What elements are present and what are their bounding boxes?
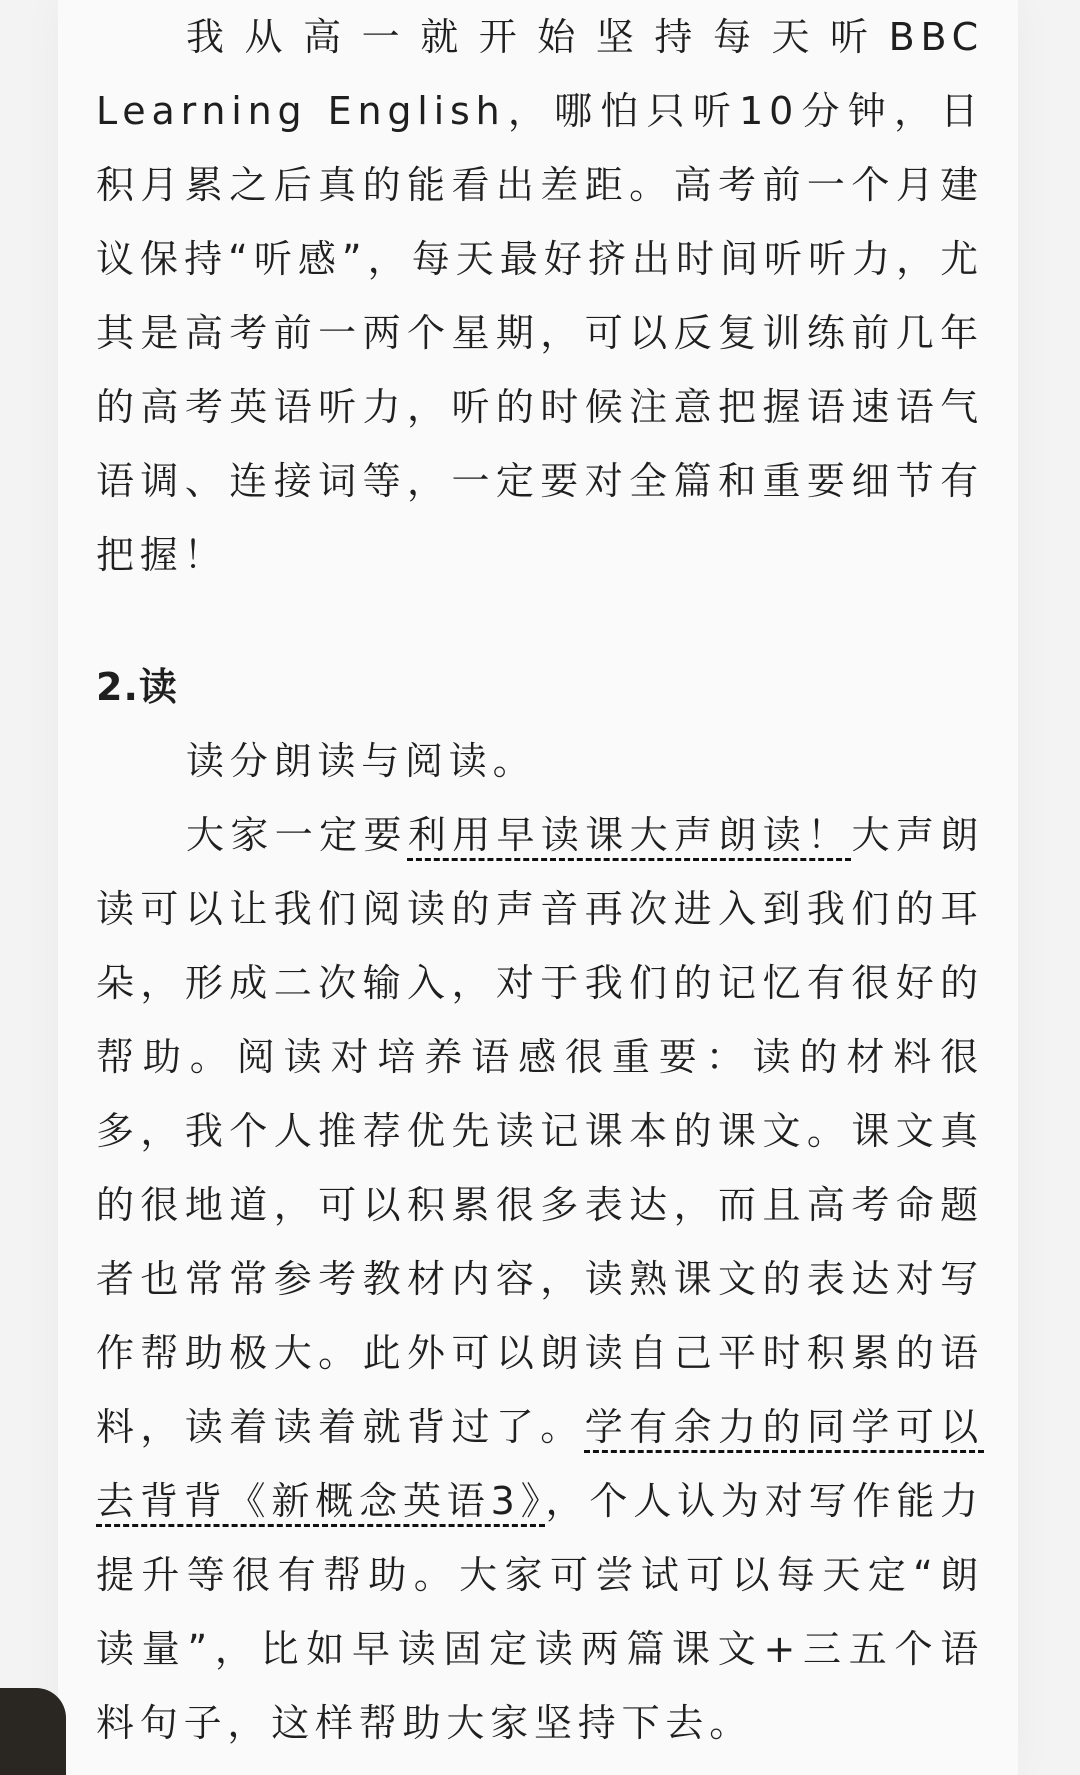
underlined-emphasis: 利用早读课大声朗读！ xyxy=(407,813,852,857)
text-segment: 大声朗读可以让我们阅读的声音再次进入到我们的耳朵，形成二次输入，对于我们的记忆有很好的帮助。阅读对培养语感很重要：读的材料很多，我个人推荐优先读记课本的课文。课文真的很地道，可以积累很多表达，而且高考命题者也常常参考教材内容，读熟课文的表达对写作帮助极大。此外可以朗读自己平时积累的语料，读着读着就背过了。 xyxy=(96,813,984,1449)
underlined-emphasis: 学有余力的同学可以去背背《新概念英语3》 xyxy=(96,1405,984,1523)
paragraph-reading-intro: 读分朗读与阅读。 xyxy=(186,739,537,783)
corner-overlay xyxy=(0,1688,66,1775)
paragraph-listening: 我从高一就开始坚持每天听BBC Learning English，哪怕只听10分钟，日积月累之后真的能看出差距。高考前一个月建议保持“听感”，每天最好挤出时间听听力，尤其是高考前一两个星期，可以反复训练前几年的高考英语听力，听的时候注意把握语速语气语调、连接词等，一定要对全篇和重要细节有把握！ xyxy=(96,15,984,577)
paragraph-reading-detail xyxy=(96,798,984,1760)
document-page xyxy=(58,0,1018,1775)
text-segment: ，个人认为对写作能力提升等很有帮助。大家可尝试可以每天定“朗读量”，比如早读固定读两篇课文+三五个语料句子，这样帮助大家坚持下去。 xyxy=(96,1479,984,1745)
section-heading-reading: 2.读 xyxy=(96,665,178,709)
text-segment: 大家一定要 xyxy=(186,813,408,857)
article-body xyxy=(96,0,984,1760)
